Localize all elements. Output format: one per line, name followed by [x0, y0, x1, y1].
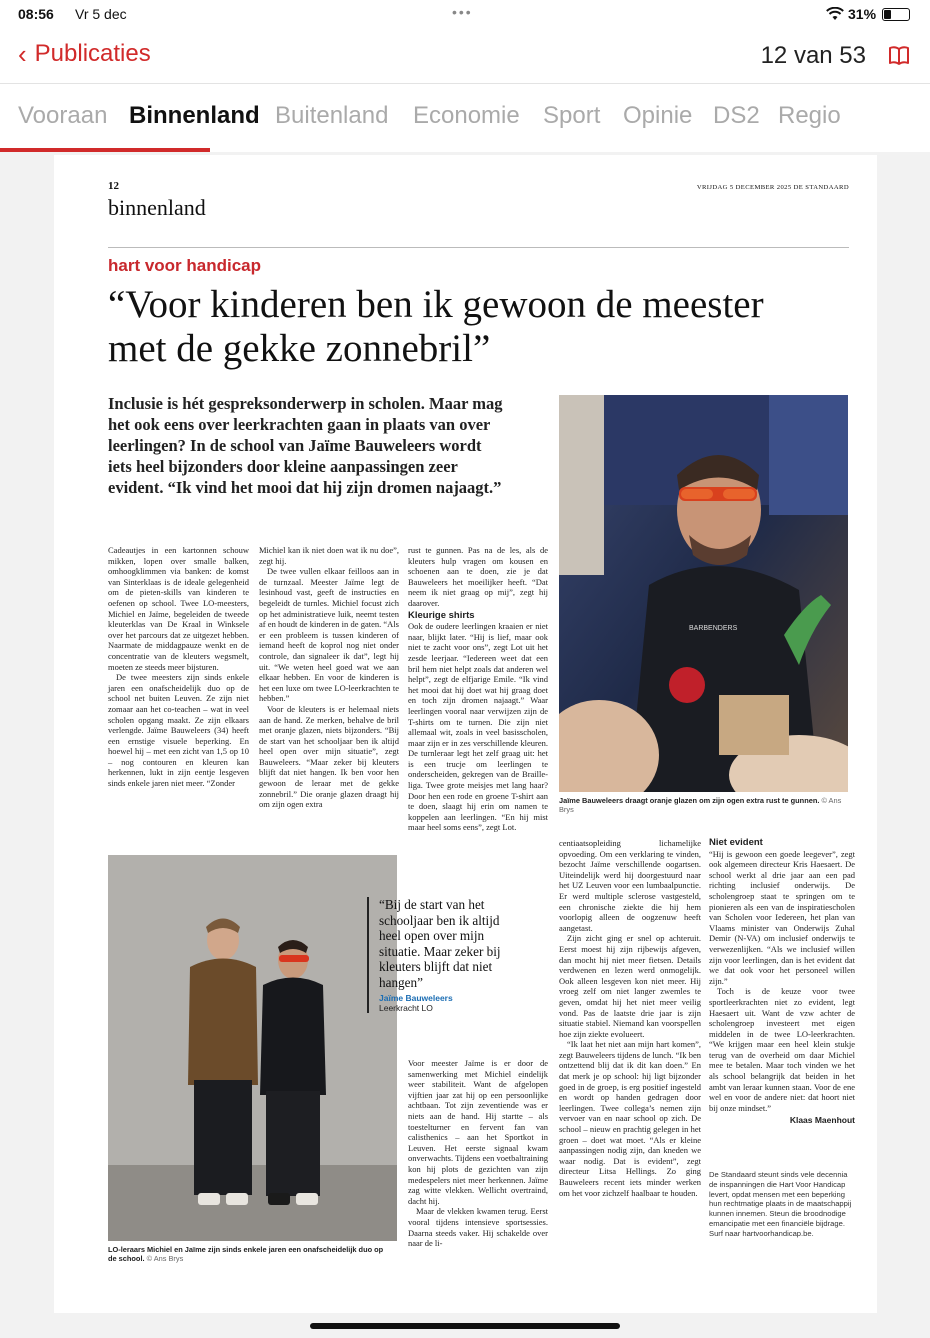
section-name: binnenland — [108, 195, 206, 220]
paragraph: Cadeautjes in een kartonnen schouw mikken, lopen over smalle balken, omhoogklimmen via banken: de komst van Sinterklaas is de ideale gelegenheid om de pieten-skills van kinderen te oefenen op school. Twee LO-meesters, Michiel en Jaïme, begeleiden de tweede kleuterklas van De Kraal in Winksele over het parcours dat ze uitgezet hebben. Naarmate de middagpauze wenkt en de concentratie van de kleuters wegsmelt, moeten ze steeds meer bijsturen. — [108, 545, 249, 672]
newspaper-page[interactable] — [54, 155, 877, 1313]
paragraph: “Hij is gewoon een goede leegever”, zegt ook algemeen directeur Kris Haesaert. De school werkt al drie jaar aan een pad richting inclusief onderwijs. De scholengroep staat te springen om te pionieren als een van de inspiratiescholen van Scholen voor Iedereen, het plan van Vlaams minister van Onderwijs Zuhal Demir (N-VA) om inclusief onderwijs te verwezenlijken. “Als we inclusief willen zijn voor leerlingen, dan is het evident dat we dat ook voor het personeel willen zijn.” — [709, 848, 855, 986]
svg-text:BARBENDERS: BARBENDERS — [689, 625, 738, 632]
tab-buitenland[interactable]: Buitenland — [275, 102, 389, 129]
section-tabs — [0, 84, 930, 152]
paragraph: centiaatsopleiding lichamelijke opvoeding. Om een verklaring te vinden, bezocht Jaïme verschillende oogartsen. Uiteindelijk werd hij doorgestuurd naar het UZ Leuven voor een lumbaalpunctie. Er werd multiple sclerose vastgesteld, een chronische ziekte die hij hem voorlopig alleen de oogzenuw heeft aangetast. — [559, 838, 701, 933]
subheading-kleurige-shirts: Kleurige shirts — [408, 609, 475, 621]
home-indicator[interactable] — [310, 1323, 620, 1329]
article-byline: Klaas Maenhout — [789, 1115, 855, 1126]
paragraph: Zijn zicht ging er snel op achteruit. Eerst moest hij zijn rijbewijs afgeven, dan mocht hij niet meer fietsen. Details verdwenen en lezen werd onmogelijk. Ook alleen lesgeven kon niet meer. Hij vroeg zelf om niet langer zwemles te geven, omdat hij het niet meer veilig vond. Pas de laatste drie jaar is zijn situatie stabiel. Niemand kan voorspellen hoe zijn ziekte evolueert. — [559, 933, 701, 1039]
status-date: Vr 5 dec — [75, 6, 127, 22]
paragraph: rust te gunnen. Pas na de les, als de kleuters hulp vragen om kousen en schoenen aan te doen, zie je dat Bauweleers het moeilijker heeft. “Dat neem ik niet graag op mij”, zegt hij daarover. — [408, 545, 548, 608]
battery-fill — [884, 10, 891, 19]
tab-ds2[interactable]: DS2 — [713, 102, 760, 129]
teacher-photo-illustration — [559, 395, 848, 792]
back-label: Publicaties — [34, 40, 151, 67]
issue-date: VRIJDAG 5 DECEMBER 2025 DE STANDAARD — [696, 184, 849, 191]
article-headline: “Voor kinderen ben ik gewoon de meester met de gekke zonnebril” — [108, 283, 764, 370]
photo-two-teachers[interactable] — [108, 855, 397, 1241]
page-number: 12 — [108, 180, 119, 192]
back-to-publications-button[interactable] — [18, 40, 151, 68]
article-column-5 — [709, 836, 855, 1126]
article-lead: Inclusie is hét gespreksonderwerp in scholen. Maar mag het ook eens over leerkrachten gaan in plaats van over leerlingen? In de school van Jaïme Bauweleers wordt iets heel bijzonders door kleine aanpassingen zeer evident. “Ik vind het mooi dat hij zijn dromen najaagt.” — [108, 394, 503, 497]
chevron-left-icon: ‹ — [18, 39, 27, 69]
article-column-2 — [259, 545, 399, 810]
book-icon[interactable] — [888, 44, 910, 66]
article-column-3-bottom — [408, 1058, 548, 1249]
multitasking-dots-icon[interactable]: ••• — [452, 4, 473, 20]
photo-caption-2 — [108, 1245, 388, 1264]
paragraph: Voor meester Jaïme is er door de samenwerking met Michiel eindelijk weer stabiliteit. Want de afgelopen vijftien jaar zat hij op een persoonlijke achtbaan. Tot zijn zeventiende was er niets aan de hand. Hij startte – als toestelturner en fervent fan van calisthenics – aan het Sportkot in Leuven. Het eerste signaal kwam onverwachts. Tijdens een voetbaltraining kon hij plots de gezichten van zijn medespelers niet meer herkennen. Jaïme zag witte vlekken. Wellicht overtraind, dacht hij. — [408, 1058, 548, 1206]
photo-credit: © Ans Brys — [559, 796, 842, 815]
tab-regio[interactable]: Regio — [778, 102, 841, 129]
caption-text: Jaïme Bauweleers draagt oranje glazen om zijn ogen extra rust te gunnen. — [559, 796, 820, 805]
caption-text: LO-leraars Michiel en Jaïme zijn sinds enkele jaren een onafscheidelijk duo op de school. — [108, 1245, 384, 1264]
status-bar — [0, 0, 930, 30]
tab-opinie[interactable]: Opinie — [623, 102, 693, 129]
paragraph: Maar de vlekken kwamen terug. Eerst vooral tijdens intensieve sportsessies. Daarna steeds vaker. Hij schakelde over naar de li- — [408, 1206, 548, 1249]
section-divider — [108, 247, 849, 248]
battery-percentage: 31% — [848, 6, 877, 22]
tab-vooraan[interactable]: Vooraan — [18, 102, 108, 129]
paragraph: Michiel kan ik niet doen wat ik nu doe”, zegt hij. — [259, 545, 399, 566]
paragraph: Voor de kleuters is er helemaal niets aan de hand. Ze merken, behalve de bril met oranje glazen, niets bijzonders. “Bij de start van het schooljaar ben ik altijd heel open over mijn situatie”, zegt Bauweleers. “Maar zeker bij kleuters blijft dat niet hangen. Ik ben voor hen gewoon de leraar met de gekke zonnebril.” Die oranje glazen draagt hij om zijn ogen extra — [259, 703, 399, 810]
photo-caption-1 — [559, 796, 848, 815]
paragraph: De twee vullen elkaar feilloos aan in de turnzaal. Meester Jaïme legt de lesinhoud vast, geeft de instructies en begeleidt de turnles. Michiel focust zich op het administratieve luik, neemt testen af en houdt de kinderen in de gaten. “Als er een probleem is tussen kinderen of iemand heeft de koprol nog niet onder controle, dan signaleer ik dat”, legt hij uit. “We weten heel goed wat we aan elkaar hebben. En voor de kinderen is het een luxe om twee LO-leerkrachten te hebben.” — [259, 566, 399, 704]
paragraph: Toch is de keuze voor twee sportleerkrachten niet zo evident, legt Haesaert uit. Want de vzw achter de scholengroep investeert met eigen middelen in de twee LO-leerkrachten. “We krijgen maar een heel klein stukje terug van de overheid om daar Michiel mee te betalen. Maar toch vinden we het als school belangrijk dat beiden in het ambt van leraar kunnen staan. Voor de ene wel en voor de andere niet: dat hoort niet bij onze mindset.” — [709, 986, 855, 1113]
hart-voor-handicap-footnote: De Standaard steunt sinds vele decennia de inspanningen die Hart Voor Handicap levert, opdat mensen met een beperking hun rechtmatige plaats in de maatschappij kunnen innemen. Steun die broodnodige emancipatie met een financiële bijdrage. Surf naar hartvoorhandicap.be. — [709, 1170, 852, 1238]
article-column-1 — [108, 545, 249, 789]
status-time: 08:56 — [18, 6, 54, 22]
quote-text: “Bij de start van het schooljaar ben ik altijd heel open over mijn situatie. Maar zeker bij kleuters blijft dat niet hangen” — [379, 897, 501, 990]
navigation-bar — [0, 30, 930, 84]
quote-author: Jaïme Bauweleers — [379, 993, 453, 1003]
paragraph: “Ik laat het niet aan mijn hart komen”, zegt Bauweleers tijdens de lunch. “Ik ben ontzettend blij dat ik dit kan doen.” En dat merk je op school: hij ligt bijzonder goed in de groep, is erg positief ingesteld en wordt op handen gedragen door leerlingen. Twee collega’s nemen zijn vervoer van en naar school op zich. De school – nieuw en prachtig gelegen in het groen – doet wat moet. “Als er kleine aanpassingen nodig zijn, dan kneden we waar nodig. Dat is evident”, zegt directeur Litsa Hellings. Zo ging Bauweleers recent iets minder werken om het voor zichzelf haalbaar te houden. — [559, 1039, 701, 1198]
tab-sport[interactable]: Sport — [543, 102, 601, 129]
page-counter: 12 van 53 — [760, 42, 866, 69]
wifi-icon — [826, 7, 844, 21]
pull-quote — [367, 897, 517, 1013]
article-column-4 — [559, 838, 701, 1198]
paragraph: Ook de oudere leerlingen kraaien er niet naar, blijkt later. “Hij is lief, maar ook niet te zacht voor ons”, zegt Lot uit het zesde leerjaar. “Iedereen weet dat een bril hem niet helpt zoals dat anderen wel helpt”, zegt de elfjarige Emile. “Ik vind het mooi dat hij doet wat hij graag doet en toch zijn dromen najaagt.” Waar leerlingen vooral naar verwijzen zijn de T-shirts om te turnen. Die zijn niet allemaal wit, zoals in veel basisscholen, maar zijn er in zes verschillende kleuren. De turnleraar legt het zelf graag uit: het is een trucje om leerlingen te onderscheiden, gekregen van de Braille-liga. Twee grote meisjes met lang haar? Door hen een rode en groene T-shirt aan te doen, slaagt hij erin om namen te koppelen aan leerlingen. “En hij mist maar heel soms eens”, zegt Lot. — [408, 621, 548, 833]
quote-author-role: Leerkracht LO — [379, 1003, 433, 1013]
tab-economie[interactable]: Economie — [413, 102, 520, 129]
subheading-niet-evident: Niet evident — [709, 837, 763, 848]
photo-credit: © Ans Brys — [146, 1254, 184, 1264]
photo-teacher-orange-glasses[interactable] — [559, 395, 848, 792]
paragraph: De twee meesters zijn sinds enkele jaren een onafscheidelijk duo op de school net buiten Leuven. Ze zijn niet zomaar aan het co-teachen – wat in veel scholen opgang maakt. Ze zijn elkaars verlengde. Jaïme Bauweleers (34) heeft een ernstige visuele beperking. En hoewel hij – met een zicht van 1,5 op 10 – nog contouren en kleuren kan herkennen, lukt in zijn eentje lesgeven sinds enkele jaren niet meer. “Zonder — [108, 672, 249, 789]
article-kicker: hart voor handicap — [108, 256, 262, 275]
tab-binnenland[interactable]: Binnenland — [129, 102, 260, 129]
duo-photo-illustration — [108, 855, 397, 1241]
article-column-3 — [408, 545, 548, 833]
battery-icon — [882, 8, 910, 21]
active-tab-indicator — [0, 148, 210, 152]
